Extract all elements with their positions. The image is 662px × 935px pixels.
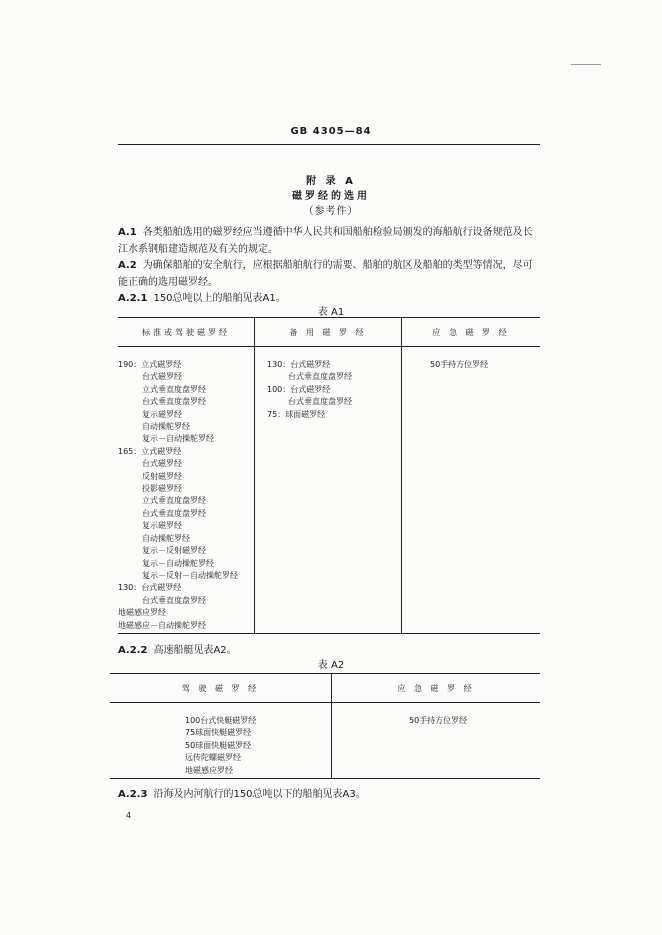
header-rule xyxy=(118,144,540,145)
table-a1-entry xyxy=(118,483,253,495)
clause-text: 各类船舶选用的磁罗经应当遵循中华人民共和国船舶检验局颁发的海船航行设备规范及长江水系钢船建造规范及有关的规定。 xyxy=(118,227,533,255)
entry-text: 复示－自动操舵罗经 xyxy=(142,434,214,444)
entry-text: 台式垂直度盘罗经 xyxy=(288,372,352,382)
clause-text: 为确保船舶的安全航行，应根据船舶航行的需要、船舶的航区及船舶的类型等情况，尽可能正确的选用磁罗经。 xyxy=(118,260,533,288)
entry-text: 立式磁罗经 xyxy=(141,446,182,456)
entry-text: 台式磁罗经 xyxy=(142,372,182,382)
entry-size: 130： xyxy=(267,360,291,369)
appendix-note: （参考件） xyxy=(303,206,359,217)
table-a1-caption: 表 A1 xyxy=(317,307,345,318)
table-a1-entry xyxy=(118,533,253,545)
clause-a23 xyxy=(118,785,366,800)
table-a2-header-1: 驾 驶 磁 罗 经 xyxy=(110,674,332,703)
table-a1-entry xyxy=(118,359,253,371)
entry-text: 地磁感应罗经 xyxy=(118,608,166,618)
entry-text: 自动操舵罗经 xyxy=(142,422,190,432)
table-a1-header-3: 应 急 磁 罗 经 xyxy=(402,318,541,347)
table-a1-header-1: 标准或驾驶磁罗经 xyxy=(118,318,255,347)
entry-text: 台式磁罗经 xyxy=(290,360,331,369)
entry-text: 自动操舵罗经 xyxy=(142,533,190,543)
table-a1-entry: 50手持方位罗经 xyxy=(430,360,489,369)
entry-text: 台式垂直度盘罗经 xyxy=(142,595,206,605)
table-a2-entry: 75球面快艇磁罗经 xyxy=(185,728,252,738)
table-a2-col1 xyxy=(110,703,332,779)
table-a1-entry xyxy=(267,409,400,421)
entry-text: 台式垂直度盘罗经 xyxy=(288,397,352,407)
table-a1-entry xyxy=(118,508,253,520)
entry-size: 75： xyxy=(267,409,286,419)
clause-number: A.2 xyxy=(118,260,137,271)
entry-text: 地磁感应－自动操舵罗经 xyxy=(118,620,206,630)
table-a2-col2 xyxy=(332,703,541,779)
clause-a2 xyxy=(118,257,540,291)
entry-size: 130： xyxy=(118,583,142,593)
table-a1-entry xyxy=(118,384,253,396)
clause-number: A.2.1 xyxy=(118,293,148,304)
table-a1 xyxy=(118,317,540,634)
clause-number: A.1 xyxy=(118,227,137,238)
table-a1-entry xyxy=(118,545,253,557)
corner-mark xyxy=(571,64,601,65)
entry-text: 台式垂直度盘罗经 xyxy=(142,508,206,518)
table-a1-entry xyxy=(118,433,253,445)
entry-text: 台式磁罗经 xyxy=(141,583,182,593)
entry-text: 复示－反射磁罗经 xyxy=(142,546,206,556)
table-a1-entry xyxy=(118,607,253,619)
table-a2-entry: 50球面快艇磁罗经 xyxy=(185,740,252,750)
clause-a1 xyxy=(118,224,540,258)
table-a1-col3 xyxy=(402,347,541,634)
clause-a22 xyxy=(118,641,237,656)
entry-text: 复示磁罗经 xyxy=(142,521,182,531)
table-a1-entry xyxy=(118,446,253,458)
table-a2 xyxy=(110,673,540,779)
entry-text: 立式磁罗经 xyxy=(141,360,182,369)
table-a1-entry xyxy=(267,371,400,383)
entry-size: 100： xyxy=(267,384,291,394)
clause-text: 高速船艇见表A2。 xyxy=(153,645,237,656)
entry-size: 190： xyxy=(118,360,142,369)
table-a1-entry xyxy=(118,520,253,532)
entry-size: 165： xyxy=(118,446,142,456)
entry-text: 球面磁罗经 xyxy=(285,409,326,419)
table-a1-col1 xyxy=(118,347,255,634)
entry-text: 台式磁罗经 xyxy=(290,384,331,394)
entry-text: 复示－自动操舵罗经 xyxy=(142,558,214,568)
table-a1-header-2: 备 用 磁 罗 经 xyxy=(255,318,402,347)
clause-number: A.2.2 xyxy=(118,645,148,656)
clause-text: 150总吨以上的船舶见表A1。 xyxy=(153,293,286,304)
entry-text: 台式磁罗经 xyxy=(142,459,182,469)
table-a1-entry xyxy=(118,495,253,507)
standard-id: GB 4305—84 xyxy=(290,126,372,137)
table-a1-entry xyxy=(118,595,253,607)
table-a1-entry xyxy=(118,458,253,470)
table-a2-entry: 100台式快艇磁罗经 xyxy=(185,716,257,725)
entry-text: 立式垂直度盘罗经 xyxy=(142,384,206,394)
table-a1-entry xyxy=(118,558,253,570)
table-a2-header-2: 应 急 磁 罗 经 xyxy=(332,674,541,703)
table-a1-entry xyxy=(118,409,253,421)
table-a1-entry xyxy=(118,371,253,383)
entry-text: 复示－反射－自动操舵罗经 xyxy=(142,570,238,580)
table-a1-entry xyxy=(118,570,253,582)
table-a1-entry xyxy=(118,396,253,408)
appendix-label: 附 录 A xyxy=(306,176,356,187)
entry-text: 复示磁罗经 xyxy=(142,409,182,419)
entry-text: 台式垂直度盘罗经 xyxy=(142,397,206,407)
appendix-title: 磁罗经的选用 xyxy=(292,191,370,202)
clause-number: A.2.3 xyxy=(118,789,148,800)
entry-text: 立式垂直度盘罗经 xyxy=(142,496,206,506)
table-a2-caption: 表 A2 xyxy=(317,660,345,671)
table-a2-entry: 远传陀螺磁罗经 xyxy=(185,753,241,763)
table-a2-entry: 地磁感应罗经 xyxy=(185,765,233,775)
clause-text: 沿海及内河航行的150总吨以下的船舶见表A3。 xyxy=(153,789,366,800)
table-a1-entry xyxy=(267,384,400,396)
table-a1-col2 xyxy=(255,347,402,634)
entry-text: 投影磁罗经 xyxy=(142,484,182,494)
table-a1-entry xyxy=(267,359,400,371)
table-a1-entry xyxy=(118,620,253,632)
table-a1-entry xyxy=(118,471,253,483)
table-a2-entry: 50手持方位罗经 xyxy=(409,716,468,725)
table-a1-entry xyxy=(118,582,253,594)
page-number: 4 xyxy=(126,811,132,820)
table-a1-entry xyxy=(267,396,400,408)
clause-a21 xyxy=(118,289,286,304)
entry-text: 反射磁罗经 xyxy=(142,471,182,481)
table-a1-entry xyxy=(118,421,253,433)
